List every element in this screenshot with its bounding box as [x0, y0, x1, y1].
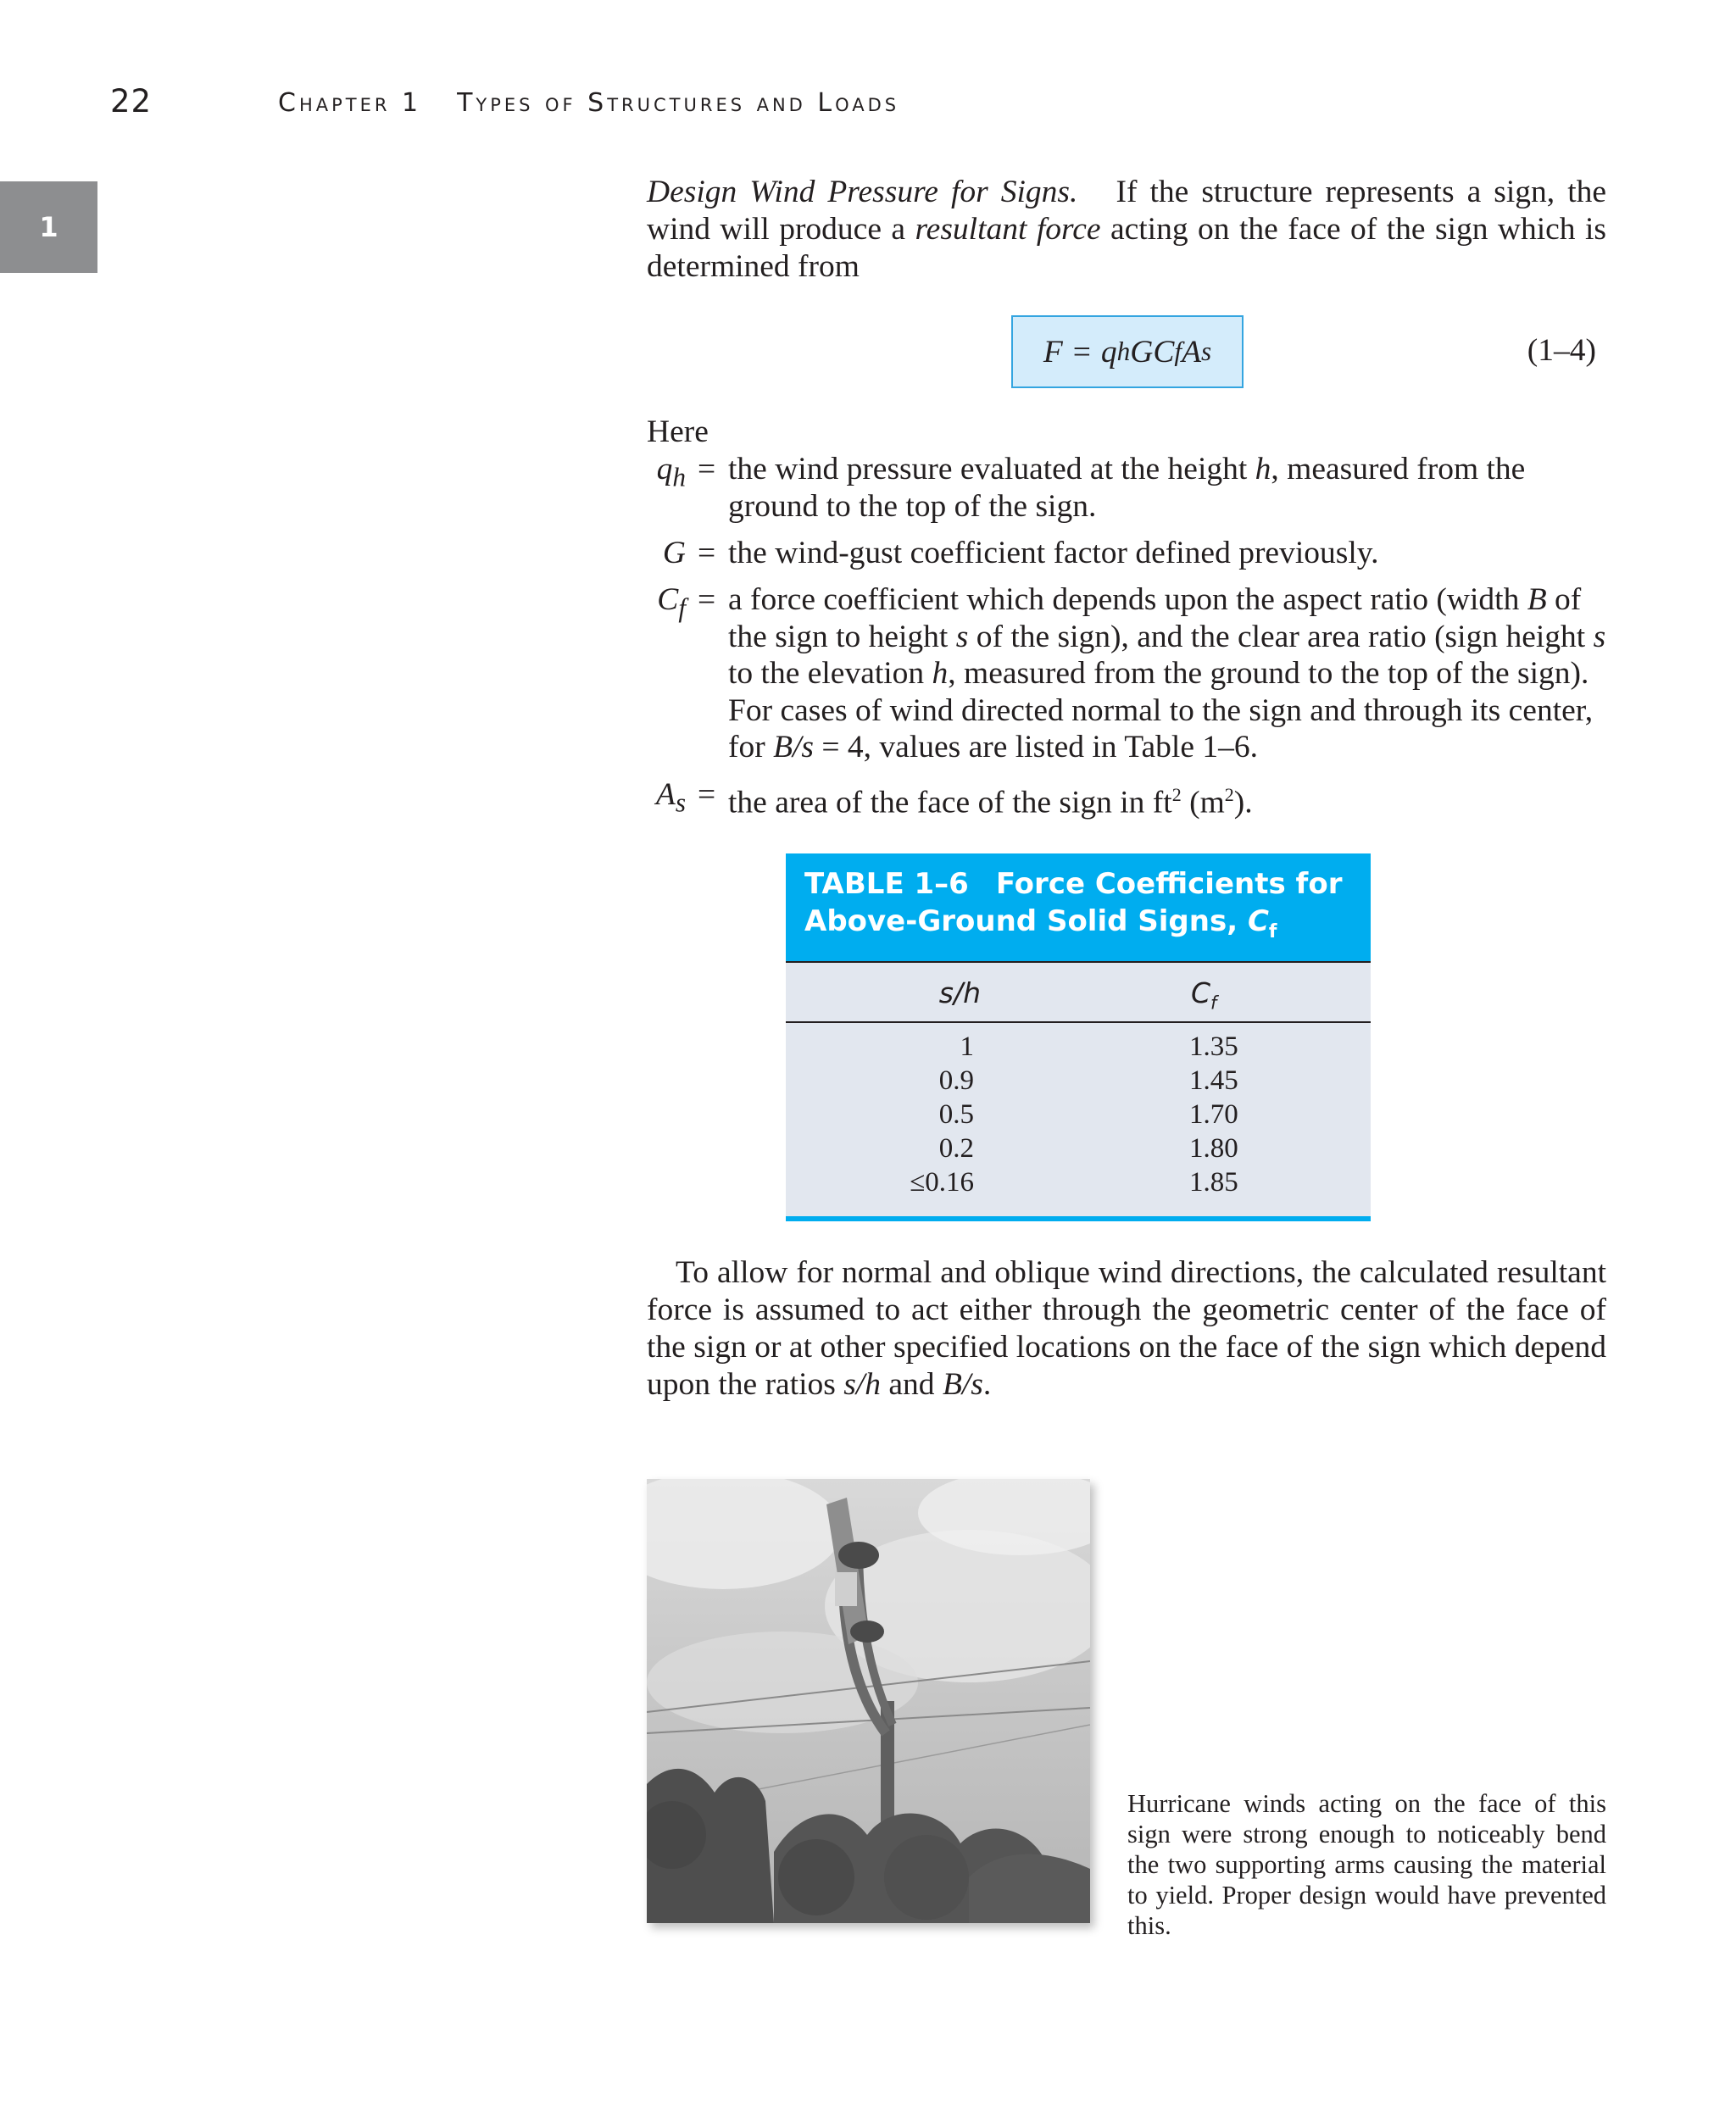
- table-cell-sh: 1: [960, 1031, 974, 1062]
- table-title-symbol: C: [1247, 904, 1269, 938]
- table-caption: [786, 853, 1371, 961]
- table-cell-sh: ≤0.16: [910, 1166, 974, 1198]
- def-text: the wind-gust coefficient factor defined previously.: [728, 536, 1379, 570]
- table-column-headers: [786, 961, 1371, 1023]
- photo-caption: Hurricane winds acting on the face of this sign were strong enough to noticeably bend the two supporting arms causing the material to yield. Proper design would have prevented this.: [1127, 1789, 1606, 1940]
- table-cell-sh: 0.5: [938, 1098, 974, 1130]
- force-coefficient-table: [786, 853, 1371, 1221]
- equation-number: (1–4): [1527, 333, 1596, 368]
- photo-bent-sign: [647, 1479, 1090, 1923]
- definition-qh: [647, 451, 1606, 525]
- def-symbol: $A_s$: [655, 777, 686, 818]
- eq-a: A: [1182, 334, 1201, 370]
- eq-q-sub: h: [1116, 336, 1131, 366]
- definition-cf: [647, 581, 1606, 766]
- def-symbol: $q_h$: [656, 452, 686, 492]
- page-number: 22: [110, 83, 153, 120]
- table-title-sub: f: [1268, 920, 1277, 942]
- def-equals: =: [698, 536, 716, 570]
- def-symbol: G: [662, 536, 686, 570]
- intro-paragraph: [647, 174, 1606, 286]
- table-cell-sh: 0.9: [938, 1065, 974, 1096]
- table-title-line2: Above-Ground Solid Signs,: [804, 904, 1248, 938]
- definition-g: [647, 535, 1606, 572]
- table-cell-cf: 1.35: [1189, 1031, 1238, 1062]
- intro-text: If the structure represents a sign, the wind will produce a: [647, 175, 1607, 247]
- column-header-cf: $C_f$: [1191, 976, 1217, 1014]
- intro-emphasis: resultant force: [915, 212, 1101, 247]
- chapter-tab: 1: [0, 181, 97, 273]
- def-equals: =: [698, 452, 716, 486]
- here-label: Here: [647, 414, 709, 449]
- eq-c-sub: f: [1174, 336, 1182, 366]
- def-symbol: $C_f$: [657, 582, 686, 623]
- table-cell-cf: 1.70: [1189, 1098, 1238, 1130]
- table-cell-cf: 1.80: [1189, 1132, 1238, 1164]
- def-text: the wind pressure evaluated at the height h, measured from the ground to the top of the sign.: [728, 452, 1526, 524]
- photo-illustration: [647, 1479, 1090, 1923]
- section-heading: Design Wind Pressure for Signs.: [647, 175, 1078, 209]
- equation-row: [647, 315, 1606, 388]
- def-text: a force coefficient which depends upon the aspect ratio (width B of the sign to height s of the sign), and the clear area ratio (sign height s to the elevation h, measured from the ground to the top of the sign). For cases of wind directed normal to the sign and through its center, for B/s = 4, values are listed in Table 1–6.: [728, 582, 1606, 764]
- closing-paragraph: To allow for normal and oblique wind directions, the calculated resultant force is assumed to act either through the geometric center of the face of the sign or at other specified locations on the face of the sign which depend upon the ratios s/h and B/s.: [647, 1255, 1606, 1402]
- column-header-sh: s/h: [938, 976, 981, 1009]
- chapter-title: Types of Structures and Loads: [457, 88, 900, 118]
- chapter-label: Chapter 1: [278, 88, 422, 118]
- table-cell-sh: 0.2: [938, 1132, 974, 1164]
- table-cell-cf: 1.45: [1189, 1065, 1238, 1096]
- table-body: [786, 1023, 1371, 1221]
- table-title: Force Coefficients for: [995, 867, 1343, 901]
- table-label: TABLE 1–6: [804, 867, 969, 901]
- eq-q: q: [1100, 334, 1117, 370]
- eq-lhs: F: [1043, 334, 1063, 370]
- equation-box: [1011, 315, 1244, 388]
- eq-equals: =: [1072, 334, 1091, 370]
- eq-g: G: [1130, 334, 1154, 370]
- def-equals: =: [698, 582, 716, 617]
- intro-text-end: acting on the face of the sign which is determined from: [647, 212, 1606, 284]
- running-head: [278, 88, 899, 118]
- eq-c: C: [1153, 334, 1175, 370]
- table-cell-cf: 1.85: [1189, 1166, 1238, 1198]
- eq-a-sub: s: [1201, 336, 1212, 366]
- def-text: the area of the face of the sign in $ft^2$ $(m^2)$.: [728, 784, 1253, 820]
- definition-as: [647, 776, 1606, 821]
- def-equals: =: [698, 777, 716, 812]
